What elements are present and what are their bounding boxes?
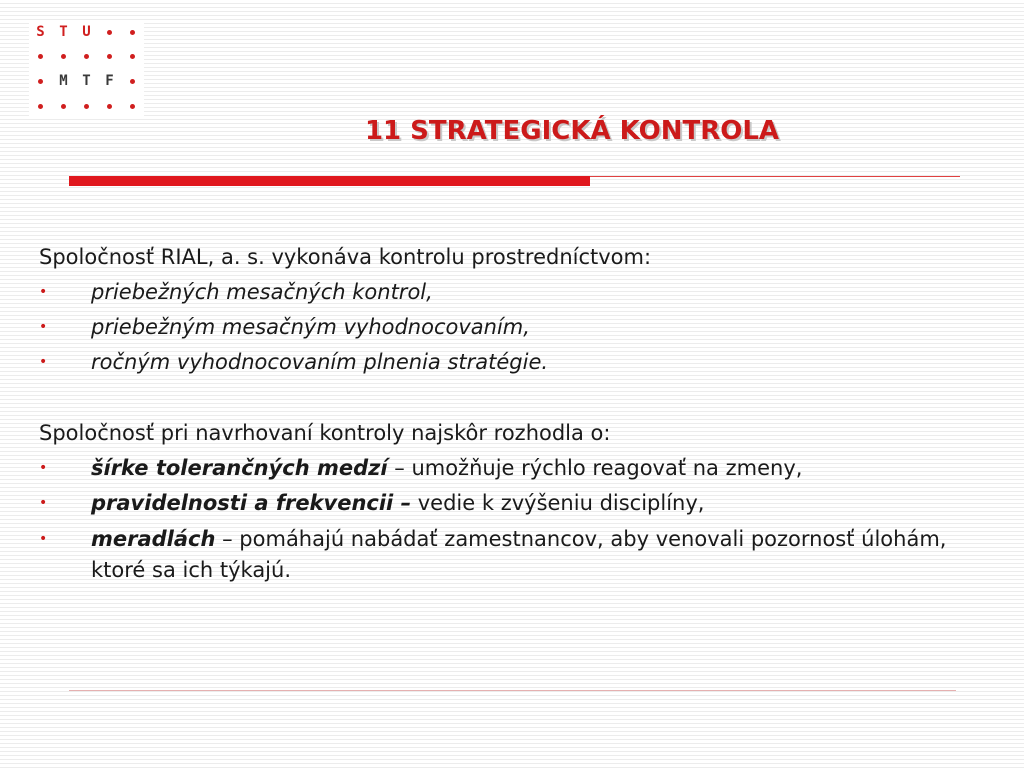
list-item-text: priebežných mesačných kontrol, bbox=[91, 280, 433, 304]
bullet-icon: • bbox=[39, 354, 48, 370]
bullet-icon: • bbox=[39, 531, 48, 547]
logo-dot bbox=[130, 104, 135, 109]
list-item-text: – pomáhajú nabádať zamestnancov, aby venovali pozornosť úlohám, ktoré sa ich týkajú. bbox=[91, 527, 947, 582]
logo-letter-u: U bbox=[82, 24, 91, 40]
logo-row-4 bbox=[29, 96, 144, 116]
logo-dot bbox=[130, 30, 135, 35]
title-underline-thin bbox=[590, 176, 960, 177]
logo-dot bbox=[130, 54, 135, 59]
logo-letter-f: F bbox=[105, 73, 114, 89]
logo-dot bbox=[130, 79, 135, 84]
section-2-list bbox=[39, 451, 989, 586]
logo-row-1 bbox=[29, 22, 144, 42]
slide-title: 11 STRATEGICKÁ KONTROLA bbox=[364, 116, 780, 146]
logo-dot bbox=[84, 54, 89, 59]
bullet-icon: • bbox=[39, 460, 48, 476]
slide-body bbox=[39, 240, 989, 586]
list-item-term: pravidelnosti a frekvencii – bbox=[91, 491, 412, 515]
section-gap bbox=[39, 380, 989, 416]
list-item-text: vedie k zvýšeniu disciplíny, bbox=[411, 491, 705, 515]
list-item bbox=[39, 524, 989, 586]
list-item bbox=[39, 275, 989, 310]
list-item bbox=[39, 310, 989, 345]
section-1-list bbox=[39, 275, 989, 380]
bullet-icon: • bbox=[39, 495, 48, 511]
footer-rule bbox=[69, 690, 956, 691]
title-underline-thick bbox=[69, 176, 590, 186]
list-item-text: ročným vyhodnocovaním plnenia stratégie. bbox=[91, 350, 549, 374]
logo-dot bbox=[38, 79, 43, 84]
logo-letter-t: T bbox=[82, 73, 91, 89]
logo-dot bbox=[61, 104, 66, 109]
logo-letter-t: T bbox=[59, 24, 68, 40]
logo-letter-s: S bbox=[36, 24, 45, 40]
bullet-icon: • bbox=[39, 284, 48, 300]
logo-dot bbox=[107, 30, 112, 35]
bullet-icon: • bbox=[39, 319, 48, 335]
list-item-text: – umožňuje rýchlo reagovať na zmeny, bbox=[387, 456, 803, 480]
logo-dot bbox=[38, 104, 43, 109]
logo-dot bbox=[107, 104, 112, 109]
logo-dot bbox=[61, 54, 66, 59]
list-item bbox=[39, 451, 989, 486]
list-item bbox=[39, 486, 989, 521]
logo-dot bbox=[84, 104, 89, 109]
section-2-intro: Spoločnosť pri navrhovaní kontroly najskôr rozhodla o: bbox=[39, 421, 611, 445]
logo-dot bbox=[107, 54, 112, 59]
logo-dot bbox=[38, 54, 43, 59]
logo-row-3 bbox=[29, 71, 144, 91]
stu-mtf-logo bbox=[29, 20, 144, 118]
list-item-term: meradlách bbox=[91, 527, 216, 551]
list-item-text: priebežným mesačným vyhodnocovaním, bbox=[91, 315, 530, 339]
list-item-term: šírke tolerančných medzí bbox=[91, 456, 388, 480]
list-item bbox=[39, 345, 989, 380]
section-1-intro: Spoločnosť RIAL, a. s. vykonáva kontrolu prostredníctvom: bbox=[39, 245, 652, 269]
logo-letter-m: M bbox=[59, 73, 68, 89]
logo-row-2 bbox=[29, 46, 144, 66]
